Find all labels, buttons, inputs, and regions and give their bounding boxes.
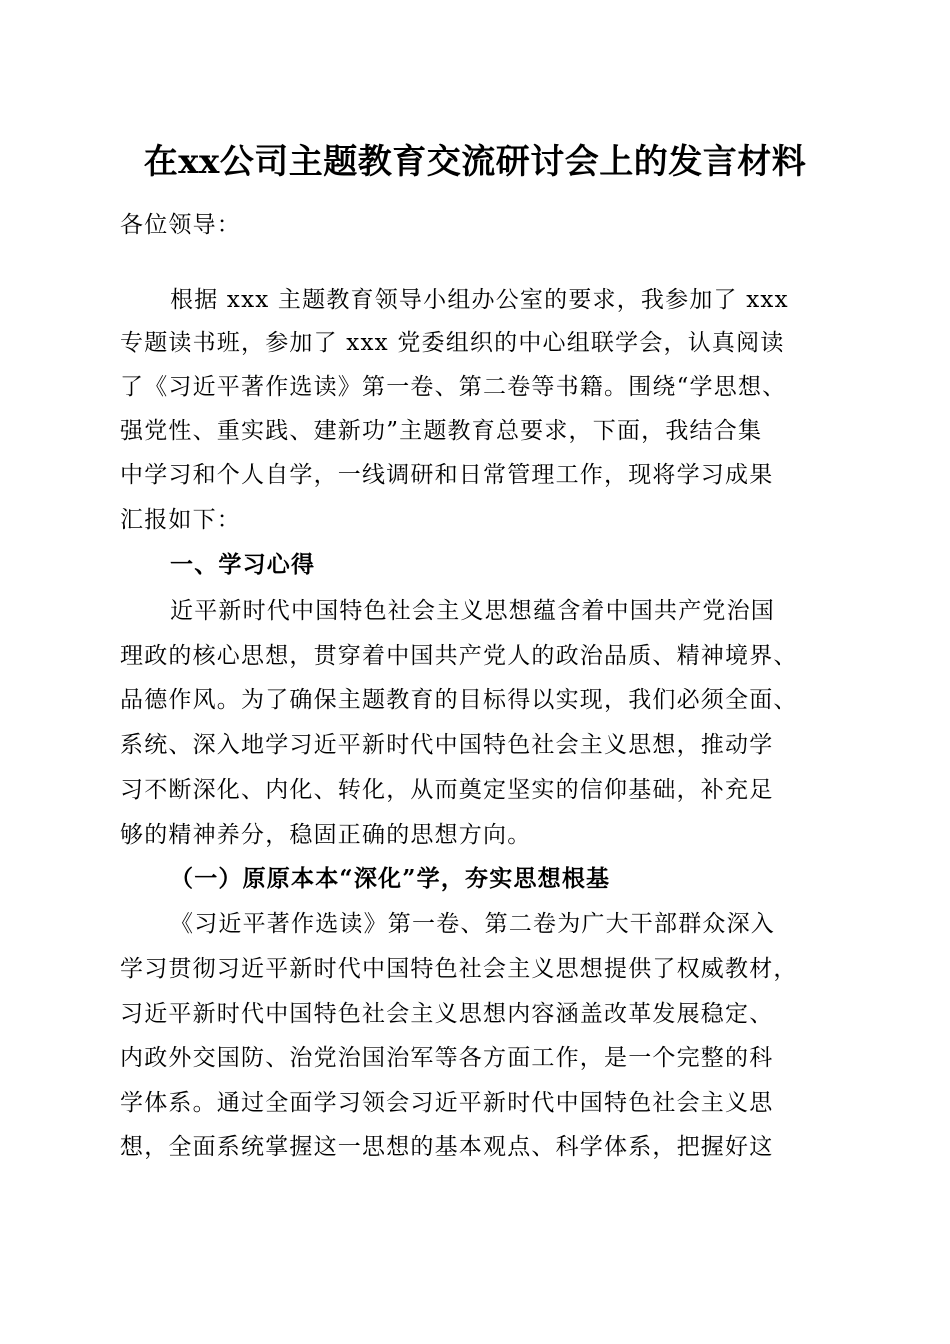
subsection-line: 想，全面系统掌握这一思想的基本观点、科学体系，把握好这 bbox=[120, 1134, 774, 1160]
intro-line: 汇报如下： bbox=[120, 507, 241, 533]
intro-line: 了《习近平著作选读》第一卷、第二卷等书籍。围绕“学思想、 bbox=[120, 374, 787, 400]
subsection-heading: （一）原原本本“深化”学，夯实思想根基 bbox=[170, 865, 611, 892]
intro-line: 根据 xxx 主题教育领导小组办公室的要求，我参加了 xxx bbox=[170, 287, 789, 313]
section-line: 品德作风。为了确保主题教育的目标得以实现，我们必须全面、 bbox=[120, 687, 798, 713]
section-line: 系统、深入地学习近平新时代中国特色社会主义思想，推动学 bbox=[120, 732, 774, 758]
subsection-line: 学体系。通过全面学习领会习近平新时代中国特色社会主义思 bbox=[120, 1090, 774, 1116]
subsection-line: 学习贯彻习近平新时代中国特色社会主义思想提供了权威教材， bbox=[120, 956, 798, 982]
section-line: 够的精神养分，稳固正确的思想方向。 bbox=[120, 822, 532, 848]
section-line: 理政的核心思想，贯穿着中国共产党人的政治品质、精神境界、 bbox=[120, 643, 798, 669]
intro-line: 强党性、重实践、建新功”主题教育总要求，下面，我结合集 bbox=[120, 418, 763, 444]
subsection-line: 内政外交国防、治党治国治军等各方面工作，是一个完整的科 bbox=[120, 1045, 774, 1071]
intro-line: 中学习和个人自学，一线调研和日常管理工作，现将学习成果 bbox=[120, 462, 774, 488]
subsection-line: 习近平新时代中国特色社会主义思想内容涵盖改革发展稳定、 bbox=[120, 1001, 774, 1027]
section-heading: 一、学习心得 bbox=[170, 552, 316, 578]
document-title: 在xx公司主题教育交流研讨会上的发言材料 bbox=[143, 142, 807, 182]
intro-line: 专题读书班，参加了 xxx 党委组织的中心组联学会，认真阅读 bbox=[120, 330, 785, 356]
section-line: 近平新时代中国特色社会主义思想蕴含着中国共产党治国 bbox=[170, 598, 775, 624]
salutation: 各位领导： bbox=[120, 212, 241, 238]
section-line: 习不断深化、内化、转化，从而奠定坚实的信仰基础，补充足 bbox=[120, 777, 774, 803]
subsection-line: 《习近平著作选读》第一卷、第二卷为广大干部群众深入 bbox=[170, 911, 775, 937]
